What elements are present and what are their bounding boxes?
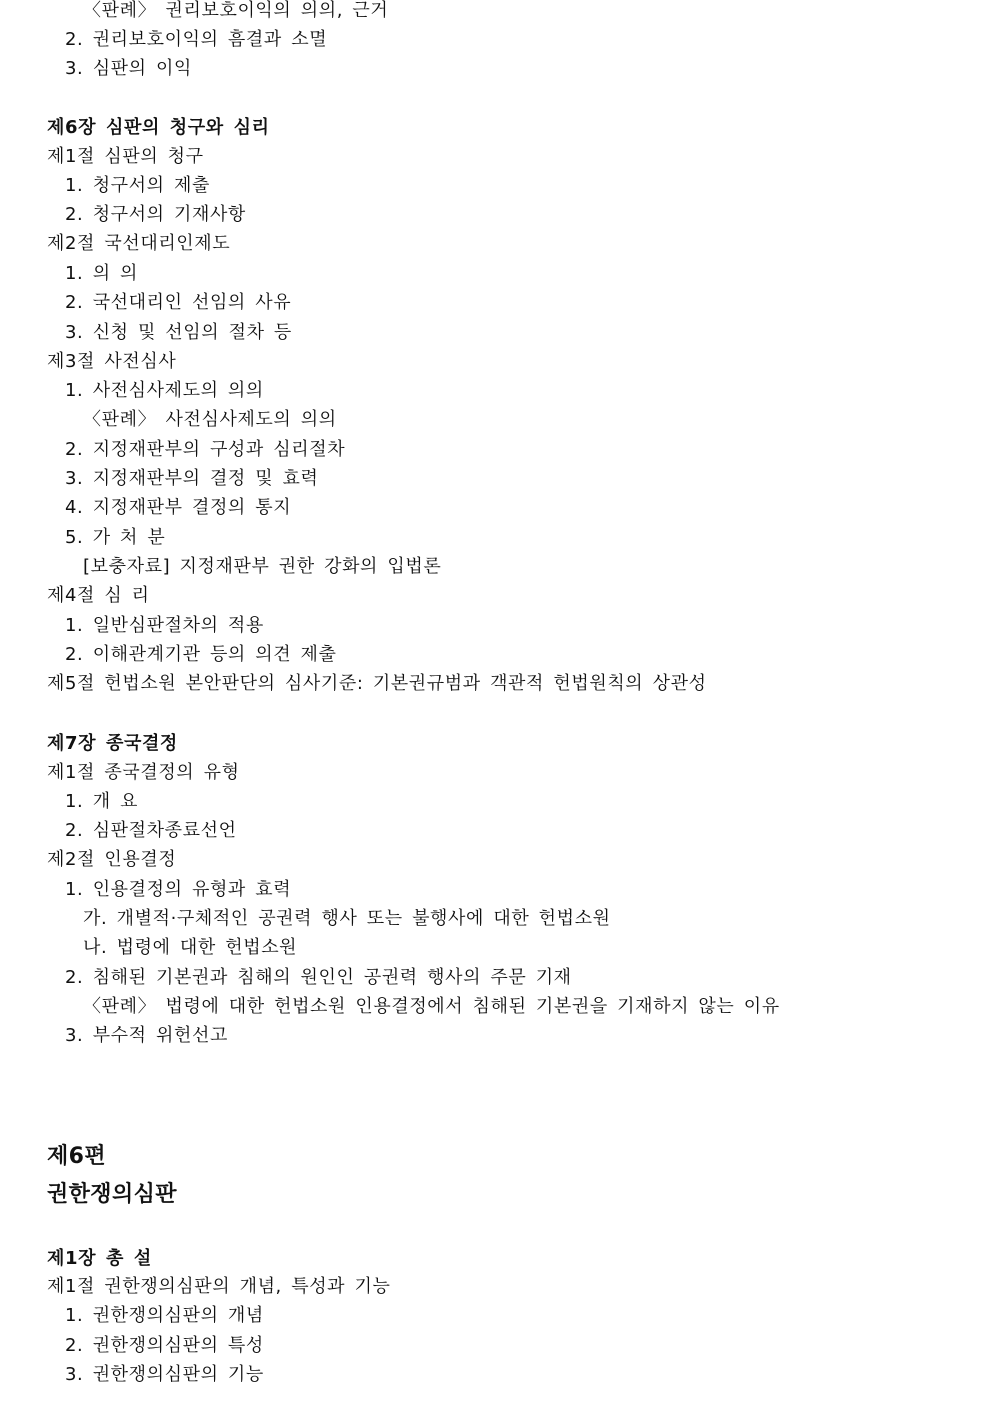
- doc-line-item: 4. 지정재판부 결정의 통지: [65, 497, 292, 518]
- doc-line-item: 5. 가 처 분: [65, 527, 166, 548]
- doc-line-item: 2. 심판절차종료선언: [65, 820, 237, 841]
- doc-line-section: 제2절 국선대리인제도: [47, 233, 231, 254]
- doc-line-ruling: 〈판례〉 법령에 대한 헌법소원 인용결정에서 침해된 기본권을 기재하지 않는 이유: [83, 996, 780, 1017]
- doc-line-item: 2. 권한쟁의심판의 특성: [65, 1335, 264, 1356]
- doc-line-chapter: 제7장 종국결정: [47, 733, 178, 754]
- doc-line-item: 3. 신청 및 선임의 절차 등: [65, 322, 292, 343]
- doc-line-item: 1. 인용결정의 유형과 효력: [65, 879, 292, 900]
- doc-line-ruling: 〈판례〉 사전심사제도의 의의: [83, 409, 337, 430]
- doc-line-section: 제1절 종국결정의 유형: [47, 762, 240, 783]
- doc-line-item: 2. 권리보호이익의 흠결과 소멸: [65, 29, 328, 50]
- doc-line-section: 제3절 사전심사: [47, 351, 177, 372]
- doc-line-section: 제1절 권한쟁의심판의 개념, 특성과 기능: [47, 1276, 391, 1297]
- doc-line-part: 제6편: [47, 1144, 107, 1169]
- doc-line-part: 권한쟁의심판: [47, 1182, 177, 1207]
- doc-line-chapter: 제6장 심판의 청구와 심리: [47, 117, 270, 138]
- doc-line-section: 제1절 심판의 청구: [47, 146, 204, 167]
- doc-line-item: 2. 청구서의 기재사항: [65, 204, 246, 225]
- doc-line-item: 1. 개 요: [65, 791, 138, 812]
- doc-line-item: 3. 부수적 위헌선고: [65, 1025, 228, 1046]
- doc-line-ruling: 가. 개별적·구체적인 공권력 행사 또는 불행사에 대한 헌법소원: [83, 908, 611, 929]
- doc-line-item: 1. 권한쟁의심판의 개념: [65, 1305, 264, 1326]
- doc-line-item: 3. 심판의 이익: [65, 58, 192, 79]
- doc-line-item: 3. 권한쟁의심판의 기능: [65, 1364, 264, 1385]
- doc-line-item: 2. 이해관계기관 등의 의견 제출: [65, 644, 337, 665]
- doc-line-section: 제5절 헌법소원 본안판단의 심사기준: 기본권규범과 객관적 헌법원칙의 상관성: [47, 673, 707, 694]
- doc-line-ruling: [보충자료] 지정재판부 권한 강화의 입법론: [83, 556, 442, 577]
- doc-line-item: 1. 의 의: [65, 263, 138, 284]
- doc-line-item: 2. 지정재판부의 구성과 심리절차: [65, 439, 346, 460]
- doc-line-section: 제2절 인용결정: [47, 849, 177, 870]
- doc-line-chapter: 제1장 총 설: [47, 1248, 152, 1269]
- doc-line-item: 2. 국선대리인 선임의 사유: [65, 292, 292, 313]
- doc-line-section: 제4절 심 리: [47, 585, 150, 606]
- doc-line-item: 3. 지정재판부의 결정 및 효력: [65, 468, 319, 489]
- doc-line-item: 2. 침해된 기본권과 침해의 원인인 공권력 행사의 주문 기재: [65, 967, 572, 988]
- doc-line-ruling: 나. 법령에 대한 헌법소원: [83, 937, 298, 958]
- doc-line-ruling: 〈판례〉 권리보호이익의 의의, 근거: [83, 0, 389, 21]
- doc-line-item: 1. 일반심판절차의 적용: [65, 615, 264, 636]
- doc-line-item: 1. 청구서의 제출: [65, 175, 210, 196]
- doc-line-item: 1. 사전심사제도의 의의: [65, 380, 264, 401]
